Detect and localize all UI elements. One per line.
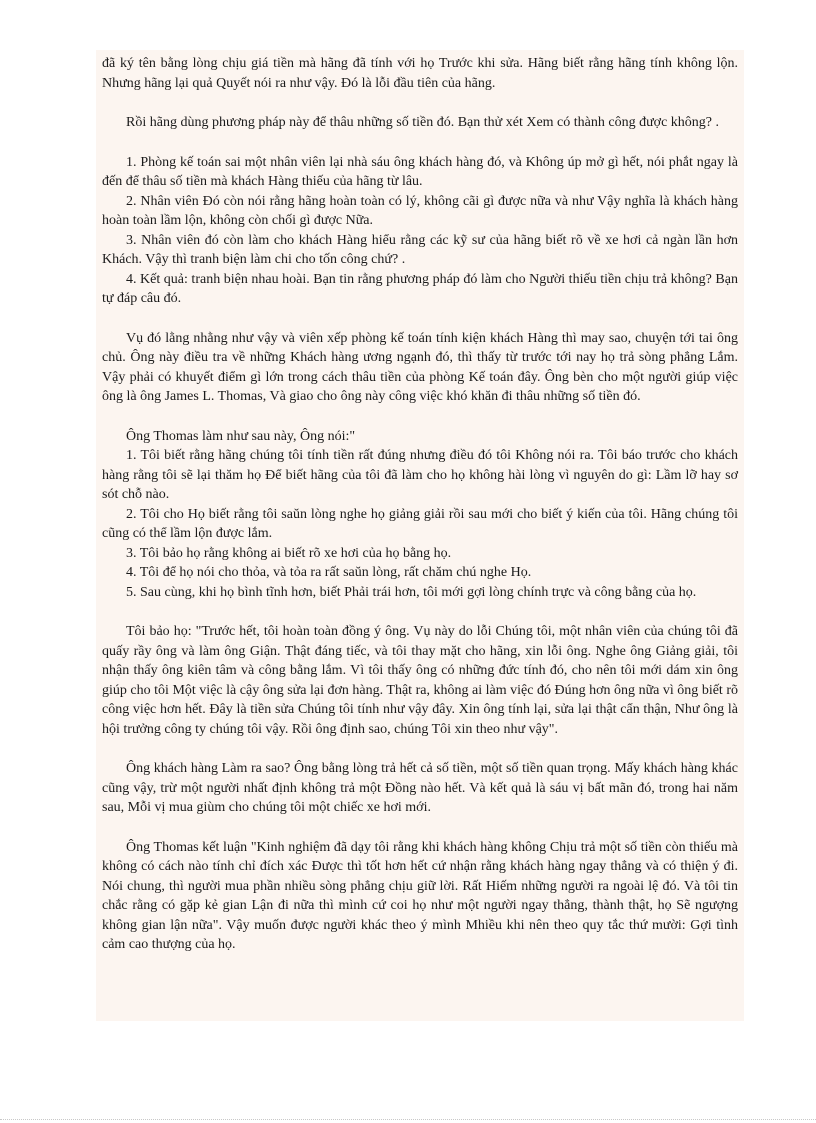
paragraph-5: Tôi bảo họ: "Trước hết, tôi hoàn toàn đồng ý ông. Vụ này do lỗi Chúng tôi, một nhân viên của chúng tôi đã quấy rầy ông và làm ông Giận. Thật đáng tiếc, và tôi thay mặt cho hãng, xin lỗi ông. Nghe ông Giảng giải, tôi nhận thấy ông kiên tâm và công bằng lắm. Vì tôi thấy ông có những đức tính đó, cho nên tôi mới dám xin ông giúp cho tôi Một việc là cậy ông sửa lại đơn hàng. Thật ra, không ai làm việc đó Đúng hơn ông nữa vì ông biết rõ công việc hơn hết. Đây là tiền sửa Chúng tôi tính như vậy đây. Xin ông tính lại, sửa lại thật cẩn thận, Như ông là hội trưởng công ty chúng tôi vậy. Rồi ông định sao, chúng Tôi xin theo như vậy".: [102, 624, 738, 737]
list2-item-3: 3. Tôi bảo họ rằng không ai biết rõ xe hơi của họ bằng họ.: [126, 545, 452, 561]
list1-item-4: 4. Kết quả: tranh biện nhau hoài. Bạn tin rằng phương pháp đó làm cho Người thiếu tiền chịu trả không? Bạn tự đáp câu đó.: [102, 271, 738, 306]
list1-item-2: 2. Nhân viên Đó còn nói rằng hãng hoàn toàn có lý, không cãi gì được nữa và như Vậy nghĩa là khách hàng hoàn toàn lầm lộn, không còn chối gì được Nữa.: [102, 193, 738, 228]
paragraph-gap: [102, 309, 738, 329]
list1-item-1: 1. Phòng kế toán sai một nhân viên lại nhà sáu ông khách hàng đó, và Không úp mở gì hết, nói phắt ngay là đến để thâu số tiền mà khách Hàng thiếu của hãng từ lâu.: [102, 154, 738, 189]
list1-item-3: 3. Nhân viên đó còn làm cho khách Hàng hiểu rằng các kỹ sư của hãng biết rõ về xe hơi cả ngàn lần hơn Khách. Vậy thì tranh biện làm chi cho tốn công chứ? .: [102, 232, 738, 267]
list2-item-1: 1. Tôi biết rằng hãng chúng tôi tính tiền rất đúng nhưng điều đó tôi Không nói ra. Tôi báo trước cho khách hàng rằng tôi sẽ lại thăm họ Để biết hãng của tôi đã làm cho họ không hài lòng vì nguyên do gì: Lầm lỡ hay sơ sót chỗ nào.: [102, 448, 738, 502]
paragraph-gap: [102, 739, 738, 759]
paragraph-7: Ông Thomas kết luận "Kinh nghiệm đã dạy tôi rằng khi khách hàng không Chịu trả một số tiền còn thiếu mà không có cách nào tính chỉ đích xác Được thì tốt hơn hết cứ nhận rằng khách hàng ngay thẳng và có thiện ý đi. Nói chung, thì người mua phần nhiều sòng phẳng chịu giữ lời. Rất Hiếm những người ra ngoài lệ đó. Và tôi tin chắc rằng có gặp kẻ gian Lận đi nữa thì mình cứ coi họ như một người ngay thẳng, thành thật, họ Sẽ ngượng không gian lận nữa". Vậy muốn được người khác theo ý mình Mhiều khi nên theo quy tắc thứ mười: Gợi tình cảm cao thượng của họ.: [102, 839, 738, 952]
list2-item-4: 4. Tôi để họ nói cho thỏa, và tỏa ra rất saŭn lòng, rất chăm chú nghe Họ.: [126, 565, 532, 580]
paragraph-6: Ông khách hàng Làm ra sao? Ông bằng lòng trả hết cả số tiền, một số tiền quan trọng. Mấy khách hàng khác cũng vậy, trừ một người nhất định không trả một Đồng nào hết. Và kết quả là sáu vị bất mãn đó, trong hai năm sau, Mỗi vị mua giùm cho chúng tôi một chiếc xe hơi mới.: [102, 761, 738, 815]
paragraph-gap: [102, 818, 738, 838]
page-bottom-divider: [0, 1119, 816, 1120]
paragraph-2: Rồi hãng dùng phương pháp này để thâu những số tiền đó. Bạn thử xét Xem có thành công được không? .: [126, 115, 720, 130]
list2-item-2: 2. Tôi cho Họ biết rằng tôi saŭn lòng nghe họ giảng giải rồi sau mới cho biết ý kiến của tôi. Hãng chúng tôi cũng có thể lầm lộn được lắm.: [102, 506, 738, 541]
paragraph-gap: [102, 602, 738, 622]
paragraph-1: đã ký tên bằng lòng chịu giá tiền mà hãng đã tính với họ Trước khi sửa. Hãng biết rằng hãng tính không lộn. Nhưng hãng lại quả Quyết nói ra như vậy. Đó là lỗi đầu tiên của hãng.: [102, 56, 738, 91]
paragraph-3: Vụ đó lằng nhằng như vậy và viên xếp phòng kế toán tính kiện khách Hàng thì may sao, chuyện tới tai ông chủ. Ông này điều tra về những Khách hàng ương ngạnh đó, thì thấy từ trước tới nay họ trả sòng phẳng Lắm. Vậy phải có khuyết điểm gì lớn trong cách thâu tiền của phòng Kế toán đây. Ông bèn cho một người giúp việc ông là ông James L. Thomas, Và giao cho ông này công việc khó khăn đi thâu những số tiền đó.: [102, 330, 738, 404]
list2-item-5: 5. Sau cùng, khi họ bình tĩnh hơn, biết Phải trái hơn, tôi mới gợi lòng chính trực và công bằng của họ.: [126, 584, 697, 600]
paragraph-4: Ông Thomas làm như sau này, Ông nói:": [126, 428, 356, 444]
paragraph-gap: [102, 93, 738, 113]
document-body: [96, 50, 744, 1021]
paragraph-gap: [102, 407, 738, 427]
paragraph-gap: [102, 133, 738, 153]
